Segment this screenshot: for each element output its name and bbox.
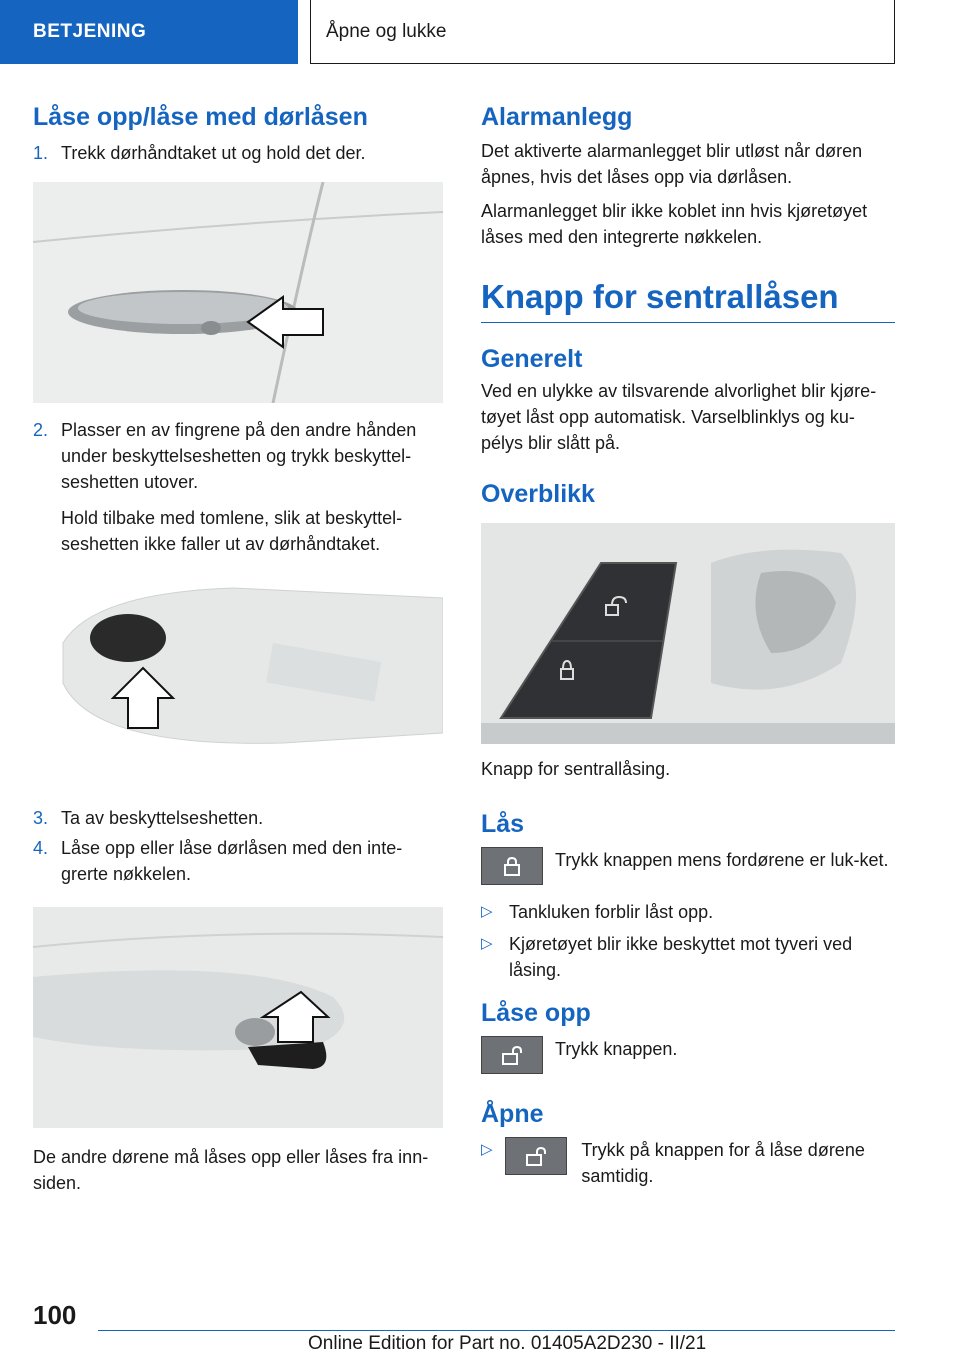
page-number: 100 bbox=[33, 1300, 77, 1330]
open-text: Trykk på knappen for å låse dørene samtidig. bbox=[581, 1140, 865, 1186]
bullet-arrow-icon: ▷ bbox=[481, 1141, 493, 1158]
step-2 bbox=[33, 417, 443, 495]
open-button[interactable] bbox=[505, 1137, 567, 1175]
left-column bbox=[33, 100, 443, 1196]
lock-instruction bbox=[481, 847, 895, 885]
bullet-arrow-icon: ▷ bbox=[481, 903, 493, 920]
lock-bullet-1 bbox=[481, 899, 895, 925]
open-instruction bbox=[481, 1137, 895, 1189]
lock-icon bbox=[503, 856, 521, 876]
right-column bbox=[481, 100, 895, 1189]
alarm-paragraph-1: Det aktiverte alarmanlegget blir utløst når døren åpnes, hvis det låses opp via dørlåsen. bbox=[481, 141, 863, 187]
section-heading-door-lock: Låse opp/låse med dørlåsen bbox=[33, 103, 368, 131]
alarm-paragraph-2: Alarmanlegget blir ikke koblet inn hvis kjøretøyet låses med den integrerte nøkkelen. bbox=[481, 201, 868, 247]
general-paragraph: Ved en ulykke av tilsvarende alvorlighet blir kjøre-tøyet låst opp automatisk. Varselblinklys og ku-pélys blir slått på. bbox=[481, 381, 877, 453]
protective-cap-photo bbox=[33, 583, 443, 749]
step-number: 3. bbox=[33, 808, 49, 828]
step-text: Ta av beskyttelseshetten. bbox=[61, 808, 264, 828]
lock-heading: Lås bbox=[481, 810, 525, 838]
lock-text: Trykk knappen mens fordørene er luk-ket. bbox=[555, 850, 889, 870]
bullet-arrow-icon: ▷ bbox=[481, 935, 493, 952]
unlock-heading: Låse opp bbox=[481, 999, 591, 1027]
unlock-instruction bbox=[481, 1036, 895, 1074]
step-number: 1. bbox=[33, 143, 49, 163]
lock-bullet-2 bbox=[481, 931, 895, 983]
step-number: 2. bbox=[33, 420, 49, 440]
open-heading: Åpne bbox=[481, 1100, 544, 1128]
alarm-heading: Alarmanlegg bbox=[481, 103, 633, 131]
door-handle-photo bbox=[33, 182, 443, 403]
closing-note: De andre dørene må låses opp eller låses fra inn-siden. bbox=[33, 1147, 429, 1193]
central-lock-button-photo bbox=[481, 523, 895, 744]
integrated-key-photo bbox=[33, 907, 443, 1128]
step-number: 4. bbox=[33, 838, 49, 858]
bullet-text: Kjøretøyet blir ikke beskyttet mot tyveri ved låsing. bbox=[509, 934, 853, 980]
overview-heading: Overblikk bbox=[481, 480, 595, 508]
step-3 bbox=[33, 805, 443, 831]
general-heading: Generelt bbox=[481, 345, 583, 373]
header-section-label: BETJENING bbox=[0, 0, 298, 64]
header-chapter-title: Åpne og lukke bbox=[310, 0, 895, 64]
step-4 bbox=[33, 835, 443, 887]
bullet-text: Tankluken forblir låst opp. bbox=[509, 902, 714, 922]
footer-edition: Online Edition for Part no. 01405A2D230 - II/21 bbox=[308, 1333, 707, 1354]
unlock-icon bbox=[525, 1146, 547, 1166]
step-2-note: Hold tilbake med tomlene, slik at beskyttel-seshetten ikke faller ut av dørhåndtaket. bbox=[61, 508, 403, 554]
unlock-button[interactable] bbox=[481, 1036, 543, 1074]
step-text: Låse opp eller låse dørlåsen med den inte-grerte nøkkelen. bbox=[61, 838, 403, 884]
unlock-text: Trykk knappen. bbox=[555, 1039, 678, 1059]
lock-button[interactable] bbox=[481, 847, 543, 885]
step-text: Plasser en av fingrene på den andre hånden under beskyttelseshetten og trykk beskyttel-seshetten utover. bbox=[61, 420, 417, 492]
step-text: Trekk dørhåndtaket ut og hold det der. bbox=[61, 143, 366, 163]
central-locking-heading: Knapp for sentrallåsen bbox=[481, 278, 895, 323]
footer-divider bbox=[98, 1330, 895, 1331]
unlock-icon bbox=[501, 1045, 523, 1065]
step-1 bbox=[33, 140, 443, 166]
overview-caption: Knapp for sentrallåsing. bbox=[481, 759, 671, 779]
